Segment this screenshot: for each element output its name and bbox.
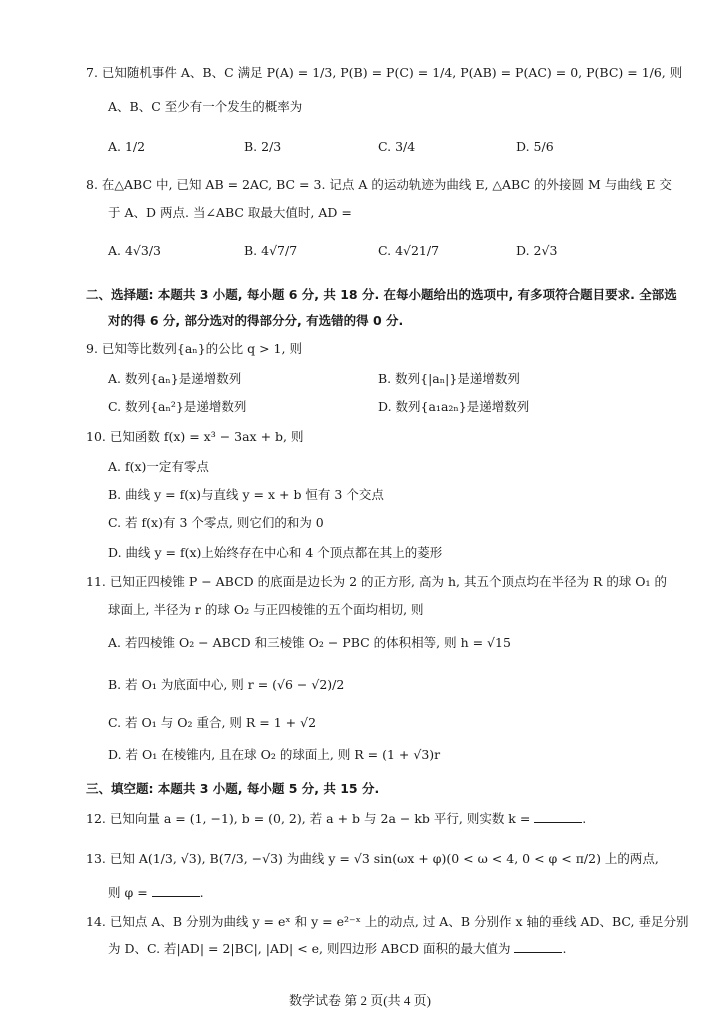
- q8-option-b: B. 4√7/7: [244, 243, 298, 258]
- q12-tail: .: [582, 811, 587, 826]
- q7-option-d: D. 5/6: [516, 139, 554, 154]
- q8-option-c: C. 4√21/7: [378, 243, 440, 258]
- q9-option-c: C. 数列{aₙ²}是递增数列: [108, 399, 247, 414]
- q13-stem-end: 则 φ =: [108, 885, 148, 900]
- q9-option-d: D. 数列{a₁a₂ₙ}是递增数列: [378, 399, 530, 414]
- q8-line2: 于 A、D 两点. 当∠ABC 取最大值时, AD =: [108, 205, 352, 220]
- q11-option-c: C. 若 O₁ 与 O₂ 重合, 则 R = 1 + √2: [108, 715, 317, 730]
- page-footer: 数学试卷 第 2 页(共 4 页): [289, 993, 431, 1008]
- q10-option-a: A. f(x)一定有零点: [108, 459, 209, 474]
- q12-stem: 12. 已知向量 a = (1, −1), b = (0, 2), 若 a + b 与 2a − kb 平行, 则实数 k =: [86, 811, 531, 826]
- q10-option-b: B. 曲线 y = f(x)与直线 y = x + b 恒有 3 个交点: [108, 487, 384, 502]
- q10-stem: 10. 已知函数 f(x) = x³ − 3ax + b, 则: [86, 429, 304, 444]
- q11-option-b: B. 若 O₁ 为底面中心, 则 r = (√6 − √2)/2: [108, 677, 345, 692]
- q11-line1: 11. 已知正四棱锥 P − ABCD 的底面是边长为 2 的正方形, 高为 h, 其五个顶点均在半径为 R 的球 O₁ 的: [86, 574, 668, 589]
- q8-option-a: A. 4√3/3: [108, 243, 162, 258]
- q13-tail: .: [199, 885, 204, 900]
- section2-heading-line2: 对的得 6 分, 部分选对的得部分分, 有选错的得 0 分.: [108, 313, 404, 328]
- q14-stem-end: 为 D、C. 若|AD| = 2|BC|, |AD| < e, 则四边形 ABCD 面积的最大值为: [108, 941, 511, 956]
- q14-answer-blank[interactable]: [514, 940, 562, 953]
- q11-line2: 球面上, 半径为 r 的球 O₂ 与正四棱锥的五个面均相切, 则: [108, 602, 424, 617]
- q13-line1: 13. 已知 A(1/3, √3), B(7/3, −√3) 为曲线 y = √3 sin(ωx + φ)(0 < ω < 4, 0 < φ < π/2) 上的两点,: [86, 851, 659, 866]
- q12-line: [86, 810, 586, 828]
- q7-line2: A、B、C 至少有一个发生的概率为: [108, 99, 303, 114]
- q9-option-a: A. 数列{aₙ}是递增数列: [108, 371, 242, 386]
- q11-option-d: D. 若 O₁ 在棱锥内, 且在球 O₂ 的球面上, 则 R = (1 + √3)r: [108, 747, 441, 762]
- q10-option-c: C. 若 f(x)有 3 个零点, 则它们的和为 0: [108, 515, 324, 530]
- q7-option-b: B. 2/3: [244, 139, 282, 154]
- q10-option-d: D. 曲线 y = f(x)上始终存在中心和 4 个顶点都在其上的菱形: [108, 545, 443, 560]
- q7-option-a: A. 1/2: [108, 139, 146, 154]
- q7-line1: [86, 64, 682, 82]
- section3-heading: 三、填空题: 本题共 3 小题, 每小题 5 分, 共 15 分.: [86, 781, 380, 796]
- q9-option-b: B. 数列{|aₙ|}是递增数列: [378, 371, 520, 386]
- q13-answer-blank[interactable]: [152, 884, 200, 897]
- section2-heading-line1: 二、选择题: 本题共 3 小题, 每小题 6 分, 共 18 分. 在每小题给出的选项中, 有多项符合题目要求. 全部选: [86, 287, 677, 302]
- q12-answer-blank[interactable]: [534, 810, 582, 823]
- q9-stem: 9. 已知等比数列{aₙ}的公比 q > 1, 则: [86, 341, 302, 356]
- q14-line1: 14. 已知点 A、B 分别为曲线 y = eˣ 和 y = e²⁻ˣ 上的动点, 过 A、B 分别作 x 轴的垂线 AD、BC, 垂足分别: [86, 914, 689, 929]
- q14-tail: .: [562, 941, 567, 956]
- q7-option-c: C. 3/4: [378, 139, 416, 154]
- q8-option-d: D. 2√3: [516, 243, 558, 258]
- q7-stem: 7. 已知随机事件 A、B、C 满足 P(A) = 1/3, P(B) = P(C) = 1/4, P(AB) = P(AC) = 0, P(BC) = 1/6, 则: [86, 65, 683, 80]
- q14-line2: [108, 940, 566, 958]
- q13-line2: [108, 884, 204, 902]
- q8-line1: 8. 在△ABC 中, 已知 AB = 2AC, BC = 3. 记点 A 的运动轨迹为曲线 E, △ABC 的外接圆 M 与曲线 E 交: [86, 177, 672, 192]
- q11-option-a: A. 若四棱锥 O₂ − ABCD 和三棱锥 O₂ − PBC 的体积相等, 则 h = √15: [108, 635, 511, 650]
